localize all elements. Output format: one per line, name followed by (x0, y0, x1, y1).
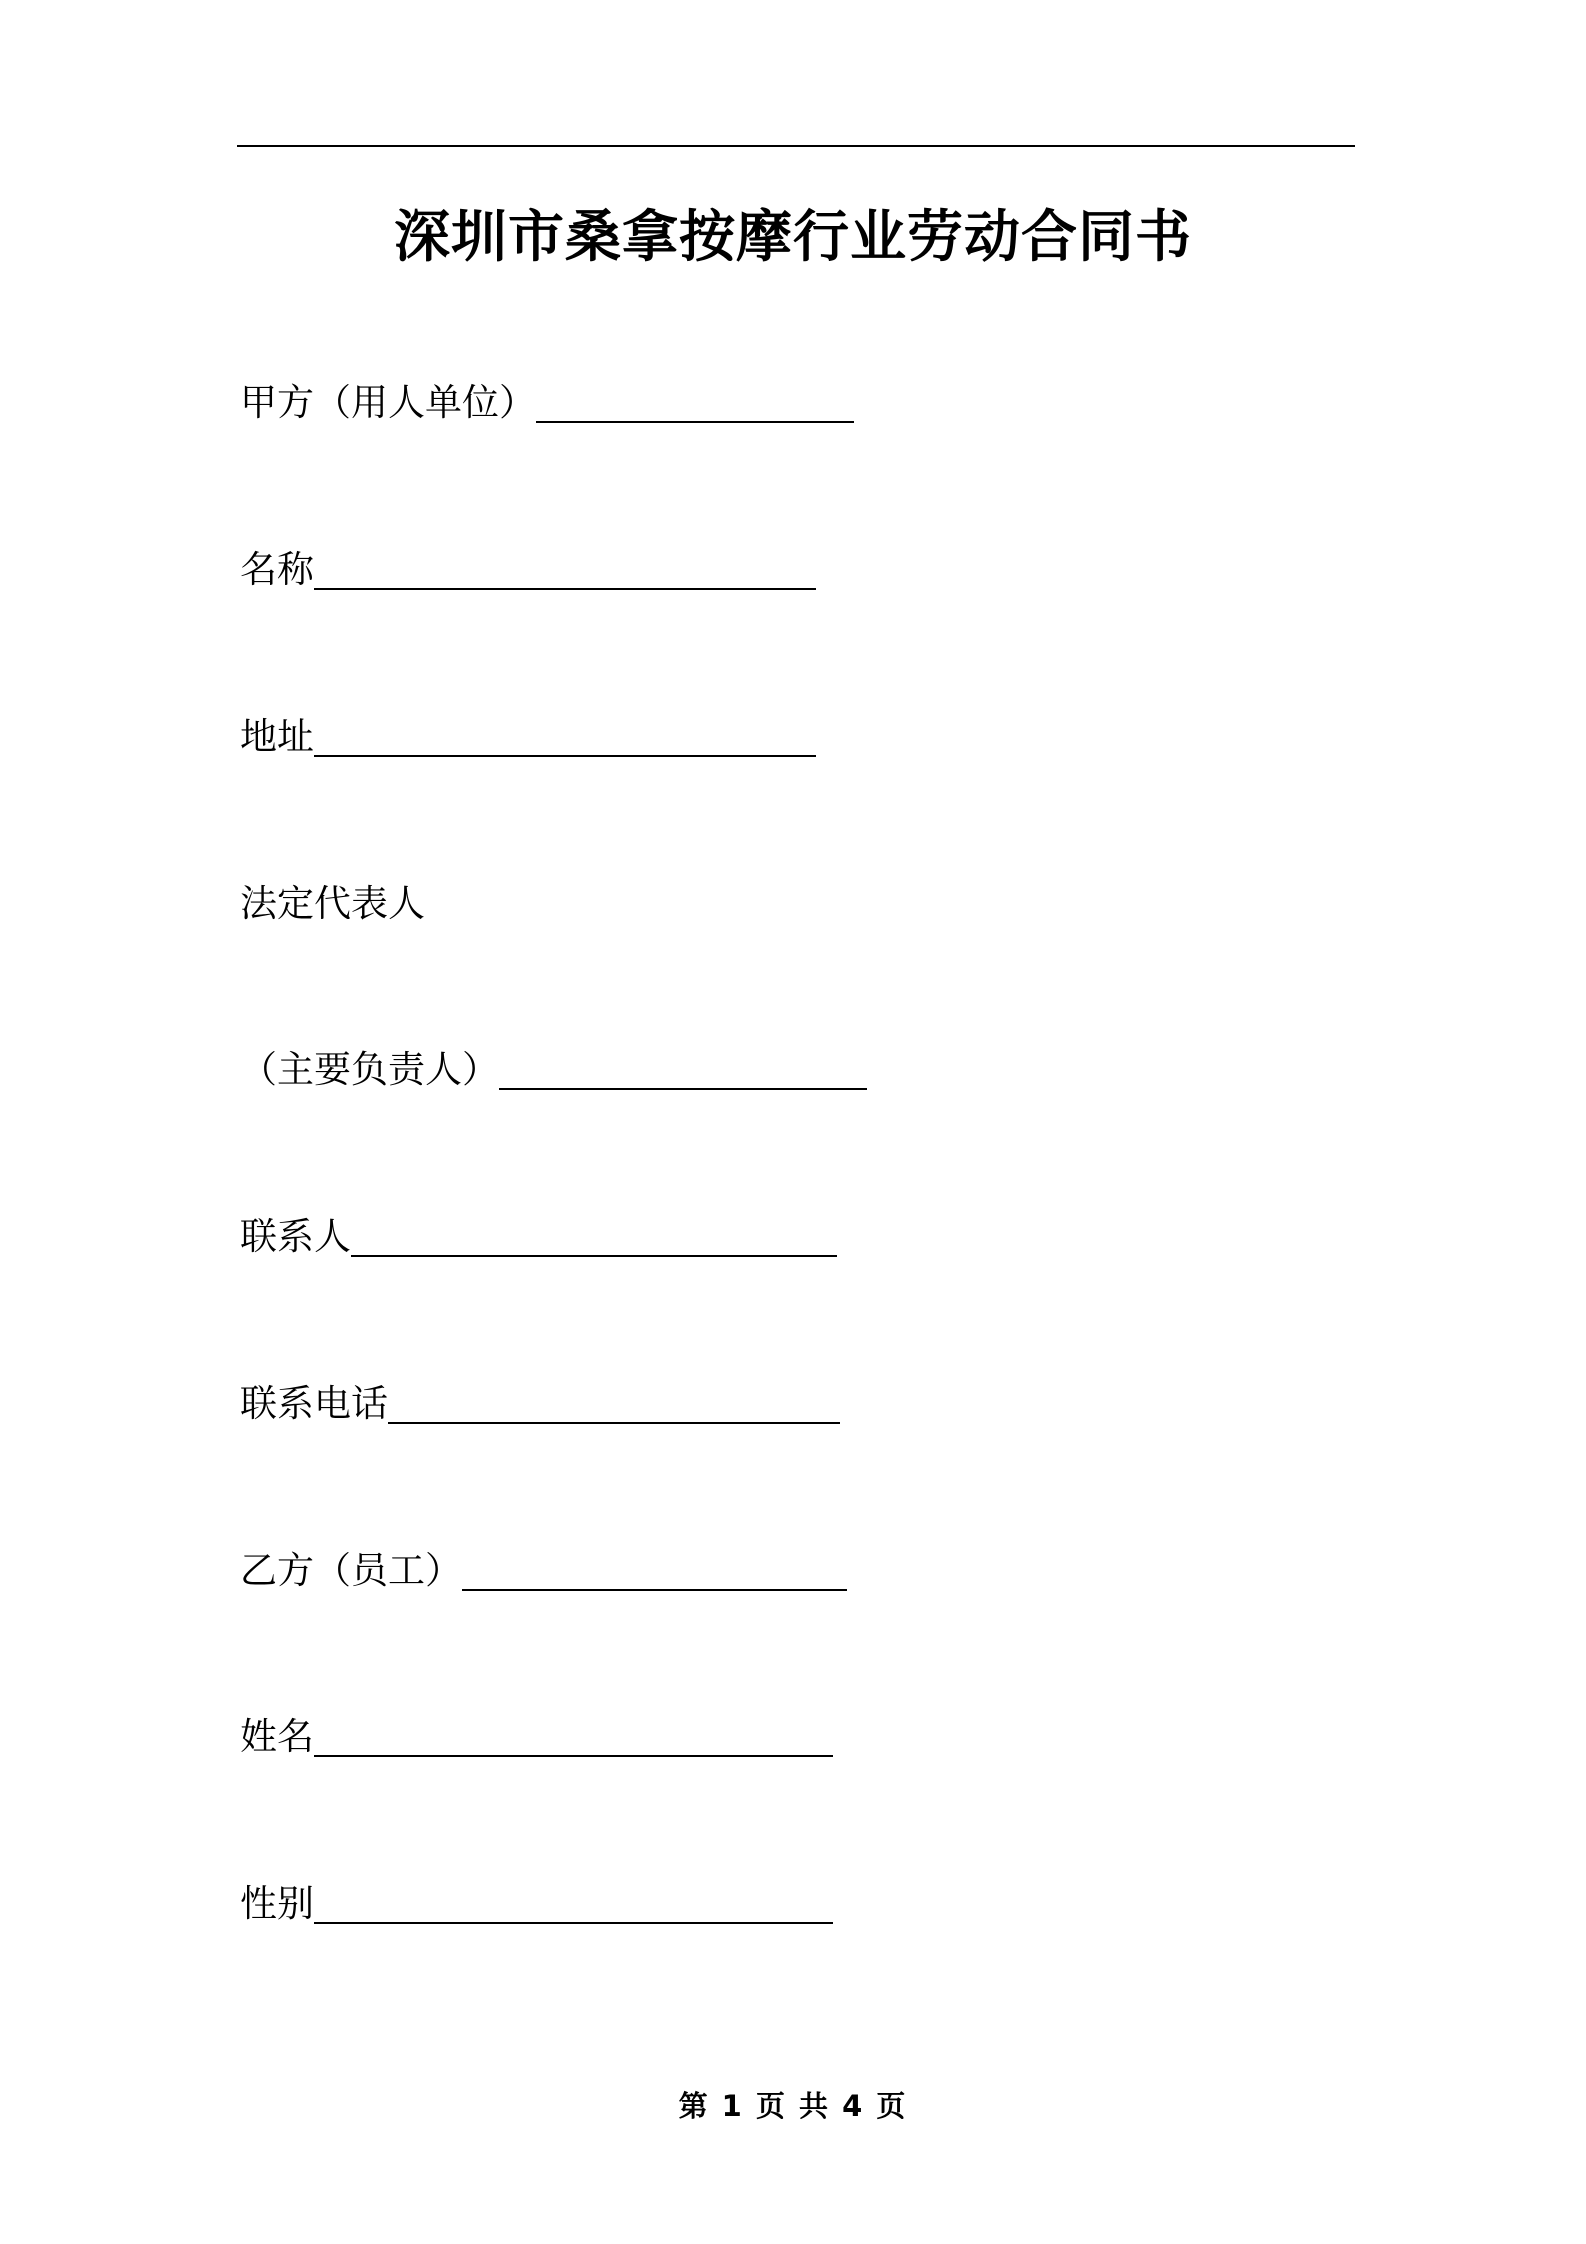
party-a-contact-person-label: 联系人 (240, 1215, 351, 1258)
party-a-name-blank[interactable] (314, 588, 816, 590)
party-b-gender-row (240, 1880, 833, 1928)
party-b-blank[interactable] (462, 1589, 847, 1591)
document-title: 深圳市桑拿按摩行业劳动合同书 (394, 205, 1192, 270)
party-b-gender-blank[interactable] (314, 1922, 833, 1924)
page-indicator: 第 1 页 共 4 页 (678, 2089, 908, 2123)
party-a-legal-rep-row (240, 880, 425, 928)
party-a-address-row (240, 713, 816, 761)
party-a-contact-person-row (240, 1213, 837, 1261)
party-b-heading-row (240, 1547, 847, 1595)
party-a-contact-phone-blank[interactable] (388, 1422, 840, 1424)
party-a-blank[interactable] (536, 421, 854, 423)
party-a-heading-row (240, 379, 854, 427)
party-a-legal-rep-label: 法定代表人 (240, 882, 425, 925)
party-a-address-label: 地址 (240, 715, 314, 758)
party-a-contact-person-blank[interactable] (351, 1255, 837, 1257)
party-a-heading: 甲方（用人单位） (240, 381, 536, 424)
party-b-gender-label: 性别 (240, 1882, 314, 1925)
party-a-principal-blank[interactable] (499, 1088, 867, 1090)
party-b-heading: 乙方（员工） (240, 1549, 462, 1592)
party-a-name-label: 名称 (240, 548, 314, 591)
header-rule (237, 145, 1355, 147)
party-a-principal-row (240, 1046, 867, 1094)
party-b-name-label: 姓名 (240, 1715, 314, 1758)
party-a-address-blank[interactable] (314, 755, 816, 757)
party-a-principal-label: （主要负责人） (240, 1048, 499, 1091)
party-b-name-row (240, 1713, 833, 1761)
party-a-contact-phone-label: 联系电话 (240, 1382, 388, 1425)
party-b-name-blank[interactable] (314, 1755, 833, 1757)
party-a-contact-phone-row (240, 1380, 840, 1428)
party-a-name-row (240, 546, 816, 594)
